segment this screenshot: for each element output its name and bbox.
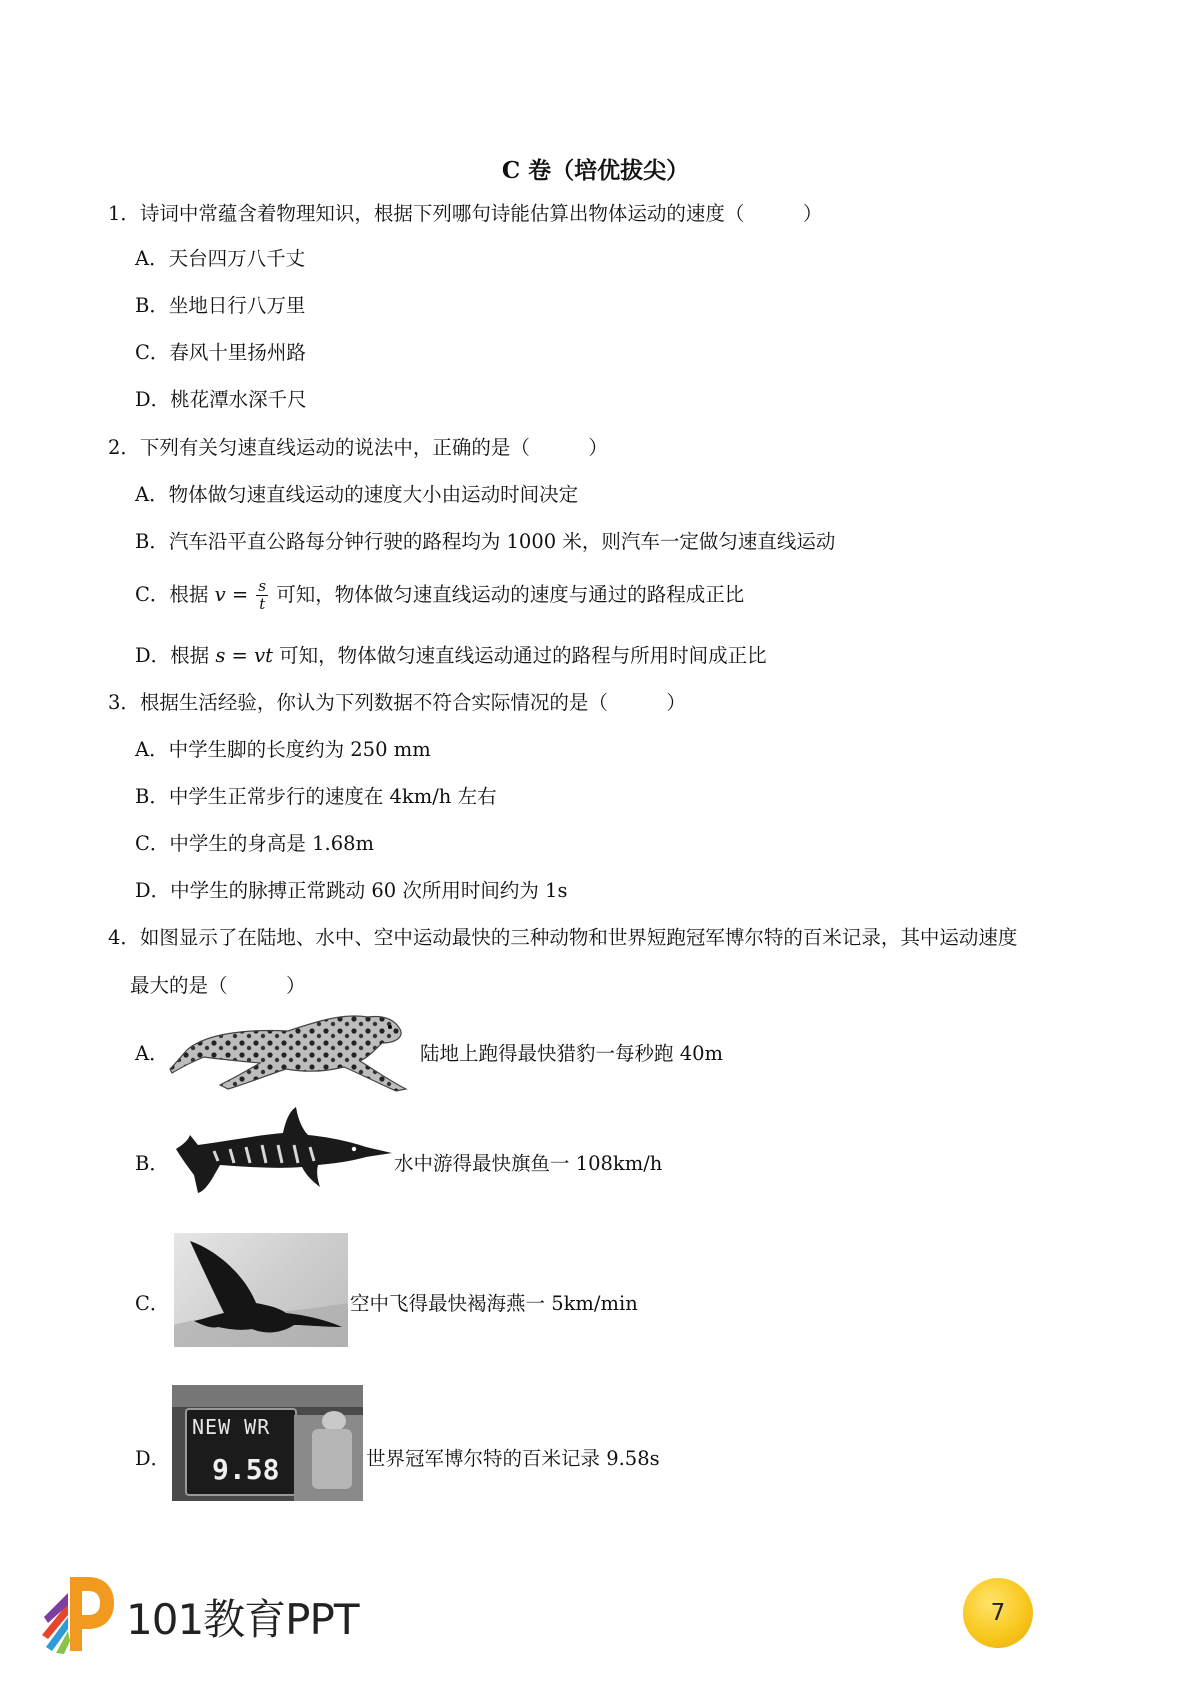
footer-logo <box>38 1573 368 1655</box>
question-3-option-b: B．中学生正常步行的速度在 4km/h 左右 <box>135 785 497 808</box>
question-4-stem-line1: 4．如图显示了在陆地、水中、空中运动最快的三种动物和世界短跑冠军博尔特的百米记录，其中运动速度 <box>108 926 1018 949</box>
question-3-option-c: C．中学生的身高是 1.68m <box>135 832 375 855</box>
page-number-badge: 7 <box>963 1578 1033 1648</box>
question-3-option-d: D．中学生的脉搏正常跳动 60 次所用时间约为 1s <box>135 879 568 902</box>
formula-equals: = <box>225 583 255 606</box>
question-4-option-d-letter: D． <box>135 1447 171 1470</box>
option-c-suffix: 可知，物体做匀速直线运动的速度与通过的路程成正比 <box>270 583 745 606</box>
scoreboard-time: 9.58 <box>212 1453 280 1486</box>
question-2-option-b: B．汽车沿平直公路每分钟行驶的路程均为 1000 米，则汽车一定做匀速直线运动 <box>135 530 836 553</box>
question-2-stem: 2．下列有关匀速直线运动的说法中，正确的是（ ） <box>108 436 608 459</box>
cheetah-icon <box>168 1003 418 1093</box>
formula-var-v: v <box>214 583 226 606</box>
question-4-option-a-caption: 陆地上跑得最快猎豹一每秒跑 40m <box>420 1042 724 1065</box>
option-d-prefix: D．根据 <box>135 644 216 667</box>
question-1-option-b: B．坐地日行八万里 <box>135 294 306 317</box>
scoreboard-top-text: NEW WR <box>192 1415 271 1439</box>
fraction-denominator: t <box>259 595 266 613</box>
formula-fraction <box>256 578 268 613</box>
option-d-suffix: 可知，物体做匀速直线运动通过的路程与所用时间成正比 <box>272 644 767 667</box>
question-2-option-a: A．物体做匀速直线运动的速度大小由运动时间决定 <box>135 483 579 506</box>
question-1-option-c: C．春风十里扬州路 <box>135 341 306 364</box>
bird-photo <box>174 1233 348 1347</box>
question-4-option-c-caption: 空中飞得最快褐海燕一 5km/min <box>350 1292 638 1315</box>
question-2-option-d <box>135 640 767 668</box>
question-1-option-d: D．桃花潭水深千尺 <box>135 388 307 411</box>
question-4-option-c-letter: C． <box>135 1292 170 1315</box>
question-2-option-c <box>135 578 744 613</box>
logo-mark-icon <box>38 1573 118 1655</box>
question-4-option-d-caption: 世界冠军博尔特的百米记录 9.58s <box>366 1447 660 1470</box>
question-4-option-a-letter: A． <box>135 1042 169 1065</box>
question-3-option-a: A．中学生脚的长度约为 250 mm <box>135 738 431 761</box>
swordfish-icon <box>168 1105 393 1195</box>
question-1-option-a: A．天台四万八千丈 <box>135 247 306 270</box>
question-4-stem-line2: 最大的是（ ） <box>130 974 306 997</box>
logo-text: 101教育PPT <box>126 1595 359 1644</box>
scoreboard-photo <box>172 1385 363 1501</box>
question-1-stem: 1．诗词中常蕴含着物理知识，根据下列哪句诗能估算出物体运动的速度（ ） <box>108 202 823 225</box>
question-4-option-b-caption: 水中游得最快旗鱼一 108km/h <box>394 1152 663 1175</box>
section-title: C 卷（培优拔尖） <box>501 157 690 184</box>
question-4-option-b-letter: B． <box>135 1152 169 1175</box>
question-3-stem: 3．根据生活经验，你认为下列数据不符合实际情况的是（ ） <box>108 691 686 714</box>
fraction-numerator: s <box>258 577 267 595</box>
formula-s-vt: s = vt <box>215 644 273 667</box>
option-c-prefix: C．根据 <box>135 583 215 606</box>
